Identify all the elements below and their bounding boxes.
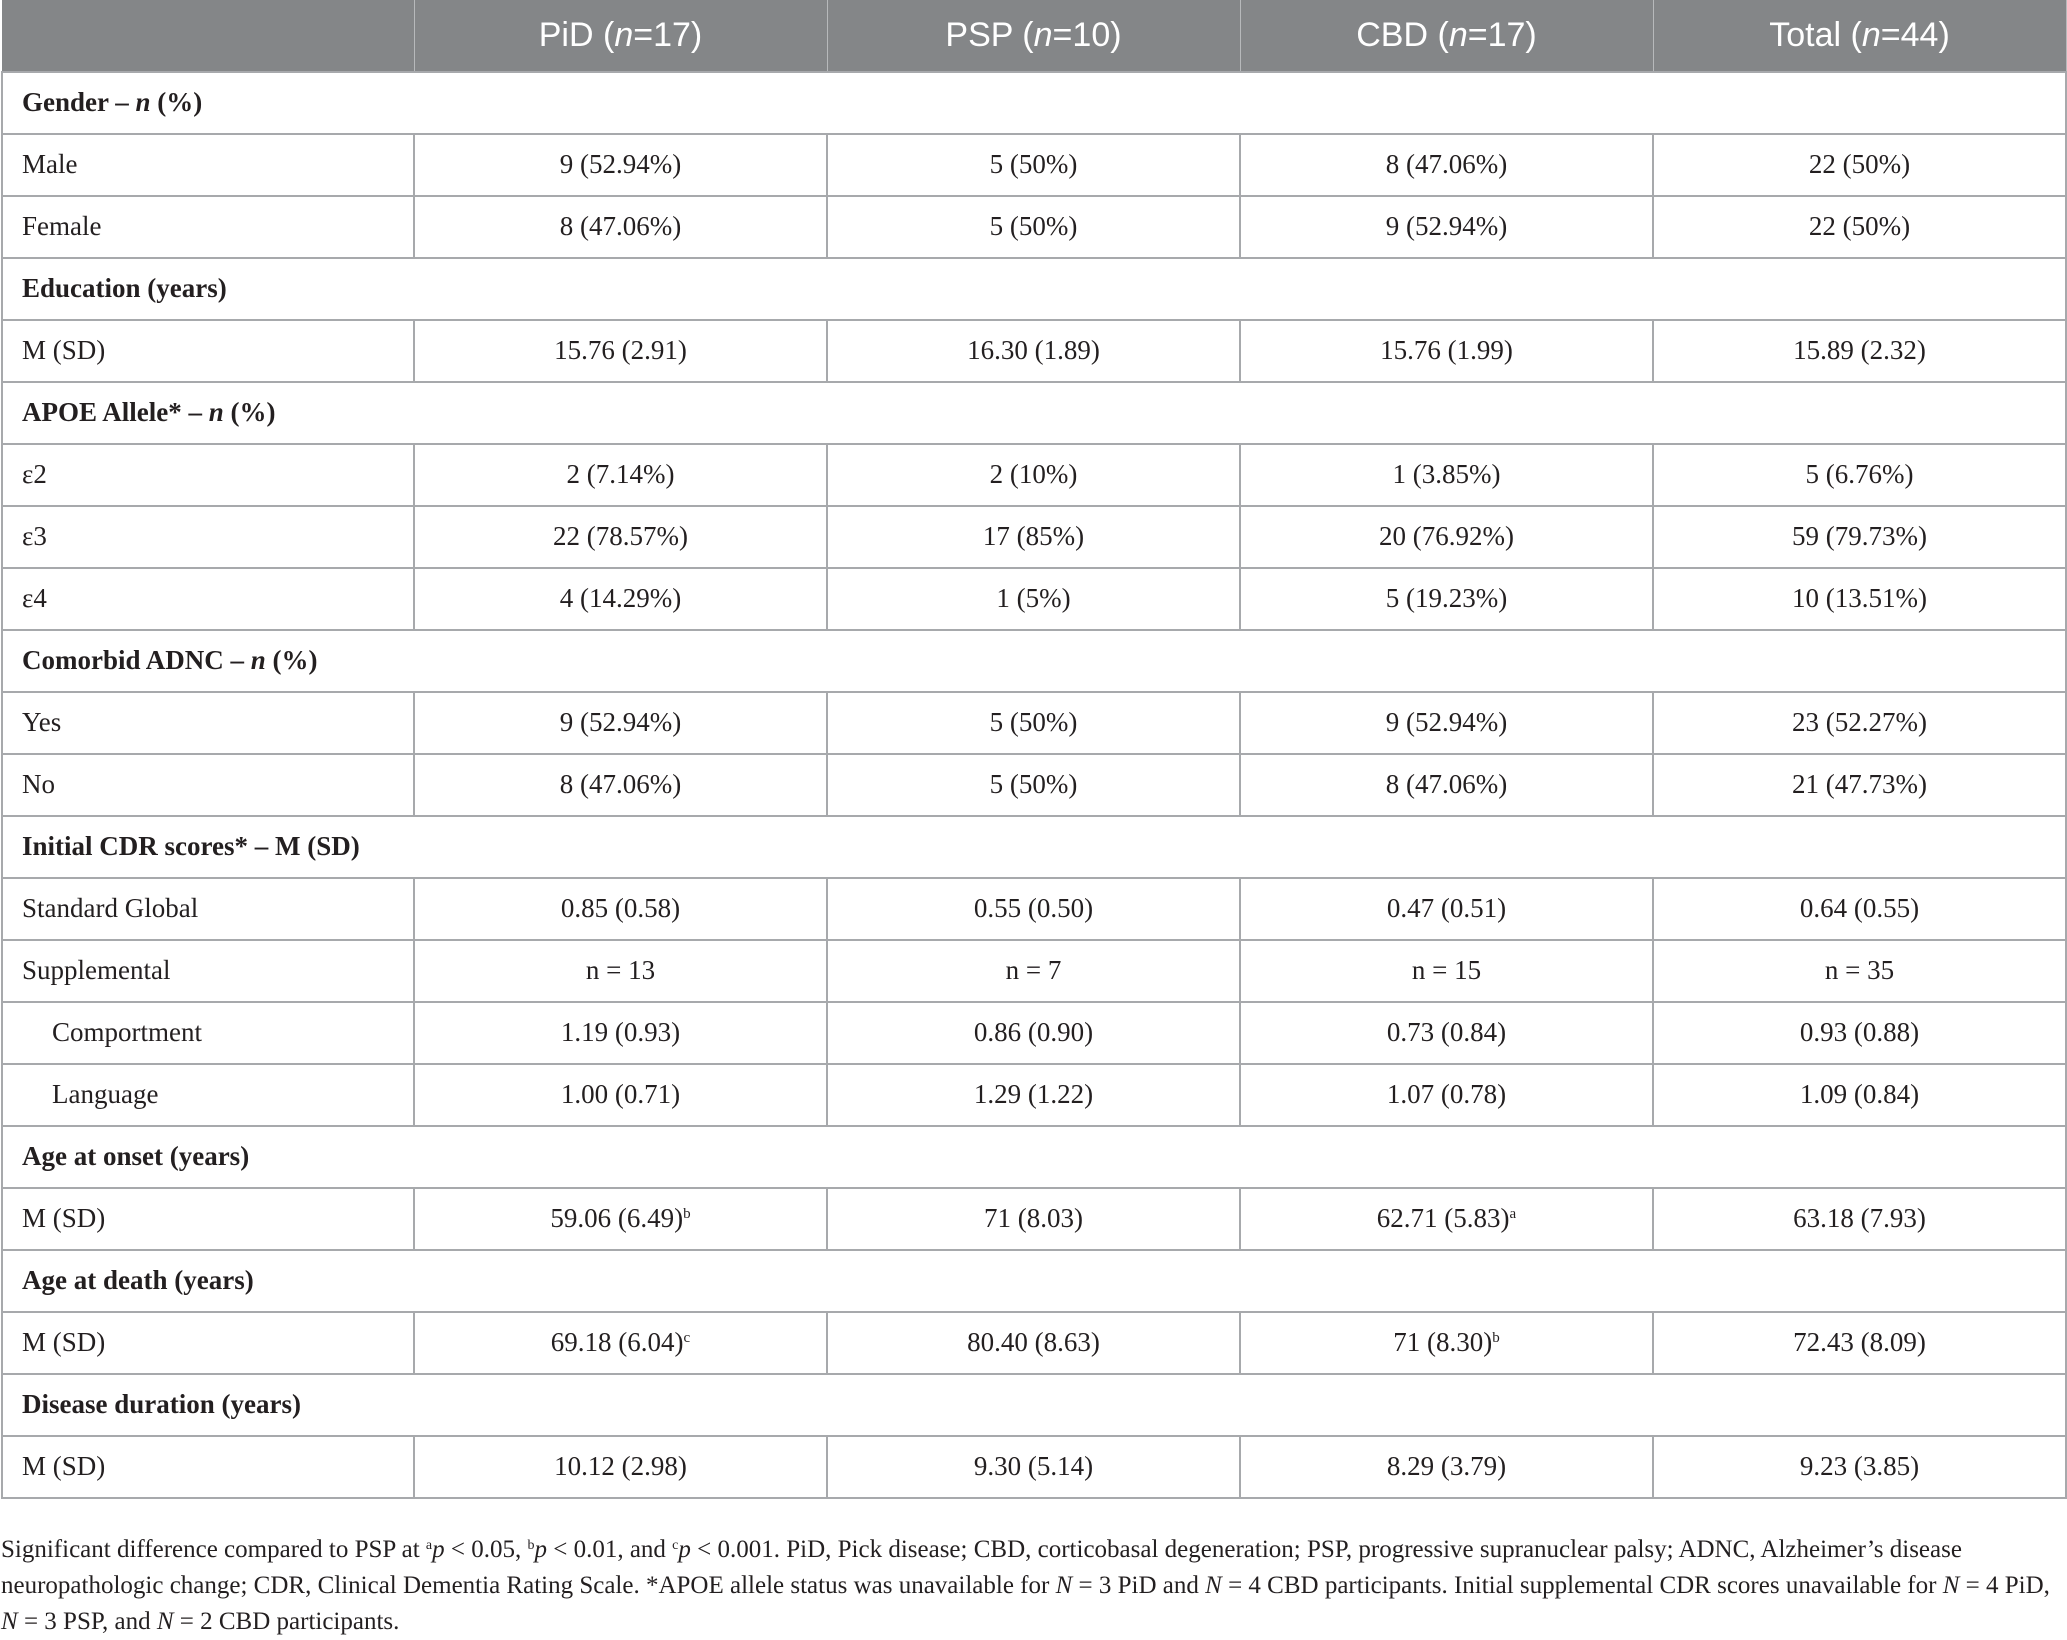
cell-value: 23 (52.27%) (1792, 707, 1927, 738)
table-cell (1653, 444, 2066, 506)
section-title (2, 630, 2066, 692)
cell-value: 80.40 (8.63) (967, 1327, 1100, 1358)
section-title (2, 1374, 2066, 1436)
table-cell (414, 1188, 827, 1250)
cell-value: 16.30 (1.89) (967, 335, 1100, 366)
section-title (2, 258, 2066, 320)
cell-value: 69.18 (6.04) (550, 1327, 684, 1358)
cell-value: 0.93 (0.88) (1799, 1017, 1920, 1048)
cell-value: 9.30 (5.14) (973, 1451, 1094, 1482)
table-cell (827, 940, 1240, 1002)
table-cell (1240, 506, 1653, 568)
table-cell (1653, 754, 2066, 816)
table-row (2, 1312, 2066, 1374)
cell-value: 10.12 (2.98) (554, 1451, 687, 1482)
table-cell (1240, 1312, 1653, 1374)
row-label: ε3 (2, 506, 414, 568)
section-title-text: Gender – (22, 87, 136, 118)
section-row (2, 1374, 2066, 1436)
section-row (2, 382, 2066, 444)
table-cell (1653, 1064, 2066, 1126)
table-cell (1653, 320, 2066, 382)
table-cell (414, 1312, 827, 1374)
cell-value: 22 (78.57%) (553, 521, 688, 552)
cell-superscript: b (1492, 1330, 1500, 1347)
table-row (2, 568, 2066, 630)
table-cell (414, 1064, 827, 1126)
cell-value: 22 (50%) (1808, 211, 1911, 242)
table-row (2, 754, 2066, 816)
cell-value: 5 (19.23%) (1385, 583, 1508, 614)
cell-value: 9 (52.94%) (559, 707, 682, 738)
table-cell (414, 878, 827, 940)
section-row (2, 1250, 2066, 1312)
cell-value: 17 (85%) (982, 521, 1085, 552)
cell-value: 1 (5%) (996, 583, 1071, 614)
table-cell (1653, 506, 2066, 568)
cell-superscript: b (683, 1206, 691, 1223)
section-title-italic: n (250, 645, 266, 676)
table-cell (827, 444, 1240, 506)
cell-value: 62.71 (5.83) (1376, 1203, 1510, 1234)
table-cell (1240, 754, 1653, 816)
cell-value: 59 (79.73%) (1792, 521, 1927, 552)
cell-superscript: c (683, 1330, 691, 1347)
table-cell (414, 506, 827, 568)
cell-value: 8 (47.06%) (1385, 149, 1508, 180)
cell-value: 9.23 (3.85) (1799, 1451, 1920, 1482)
cell-value: 9 (52.94%) (1385, 211, 1508, 242)
cell-value: 22 (50%) (1808, 149, 1911, 180)
table-cell (827, 1064, 1240, 1126)
table-cell (414, 692, 827, 754)
row-label: Supplemental (2, 940, 414, 1002)
table-cell (827, 1312, 1240, 1374)
section-row (2, 816, 2066, 878)
section-title-text: Comorbid ADNC – (22, 645, 251, 676)
table-row (2, 134, 2066, 196)
section-title (2, 72, 2066, 134)
table-cell (827, 196, 1240, 258)
section-title-text: Disease duration (years) (22, 1389, 301, 1420)
cell-value: 15.76 (2.91) (554, 335, 687, 366)
table-cell (414, 320, 827, 382)
table-cell (1653, 1436, 2066, 1498)
cell-value: 0.85 (0.58) (560, 893, 681, 924)
table-row (2, 940, 2066, 1002)
table-cell (414, 134, 827, 196)
cell-value: 5 (6.76%) (1805, 459, 1914, 490)
cell-value: 9 (52.94%) (559, 149, 682, 180)
cell-value: 0.64 (0.55) (1799, 893, 1920, 924)
cell-value: n = 13 (585, 955, 656, 986)
table-cell (827, 1002, 1240, 1064)
table-row (2, 1002, 2066, 1064)
cell-value: 5 (50%) (989, 149, 1078, 180)
cell-value: 5 (50%) (989, 707, 1078, 738)
cell-value: n = 35 (1824, 955, 1895, 986)
section-title (2, 382, 2066, 444)
table-cell (1240, 940, 1653, 1002)
cell-value: 1.00 (0.71) (560, 1079, 681, 1110)
cell-value: 15.76 (1.99) (1380, 335, 1513, 366)
table-cell (1653, 134, 2066, 196)
row-label: Male (2, 134, 414, 196)
table-cell (827, 1436, 1240, 1498)
table-cell (414, 1436, 827, 1498)
table-cell (1240, 1064, 1653, 1126)
row-label: M (SD) (2, 1188, 414, 1250)
cell-value: 21 (47.73%) (1792, 769, 1927, 800)
cell-value: 0.55 (0.50) (973, 893, 1094, 924)
table-cell (1240, 444, 1653, 506)
table-header-row (2, 0, 2066, 72)
cell-value: 0.47 (0.51) (1386, 893, 1507, 924)
section-title-text: Age at death (years) (22, 1265, 254, 1296)
table-cell (1240, 878, 1653, 940)
cell-value: 0.73 (0.84) (1386, 1017, 1507, 1048)
section-title-text: Education (years) (22, 273, 227, 304)
table-cell (1653, 196, 2066, 258)
table-cell (414, 1002, 827, 1064)
cell-value: 10 (13.51%) (1792, 583, 1927, 614)
table-cell (827, 506, 1240, 568)
table-cell (1240, 1436, 1653, 1498)
header-cbd: CBD (n=17) (1240, 0, 1653, 72)
cell-value: 9 (52.94%) (1385, 707, 1508, 738)
cell-value: 8.29 (3.79) (1386, 1451, 1507, 1482)
table-footnote: Significant difference compared to PSP at $^a$p < 0.05, $^b$p < 0.01, and $^c$p < 0.001. PiD, Pick disease; CBD, corticobasal degeneration; PSP, progressive supranuclear palsy; ADNC, Alzheimer’s disease neuropathologic change; CDR, Clinical Dementia Rating Scale. *APOE allele status was unavailable for N = 3 PiD and N = 4 CBD participants. Initial supplemental CDR scores unavailable for N = 4 PiD, N = 3 PSP, and N = 2 CBD participants. (1, 1536, 2050, 1635)
table-cell (414, 754, 827, 816)
cell-superscript: a (1509, 1206, 1517, 1223)
section-title-text: Initial CDR scores* – M (SD) (22, 831, 360, 862)
cell-value: 63.18 (7.93) (1793, 1203, 1926, 1234)
table-cell (1240, 1002, 1653, 1064)
section-title-suffix: (%) (223, 397, 276, 428)
row-label: Female (2, 196, 414, 258)
table-cell (827, 134, 1240, 196)
table-row (2, 692, 2066, 754)
section-title-italic: n (135, 87, 151, 118)
cell-value: 5 (50%) (989, 211, 1078, 242)
table-cell (827, 568, 1240, 630)
cell-value: 71 (8.30) (1393, 1327, 1493, 1358)
cell-value: 2 (10%) (989, 459, 1078, 490)
table-cell (1240, 320, 1653, 382)
row-label: ε2 (2, 444, 414, 506)
table-cell (827, 1188, 1240, 1250)
section-title-text: Age at onset (years) (22, 1141, 250, 1172)
table-row (2, 196, 2066, 258)
row-label: Standard Global (2, 878, 414, 940)
cell-value: 1.09 (0.84) (1799, 1079, 1920, 1110)
table-cell (414, 444, 827, 506)
cell-value: 71 (8.03) (984, 1203, 1083, 1234)
table-row (2, 506, 2066, 568)
cell-value: 1.07 (0.78) (1386, 1079, 1507, 1110)
header-pid: PiD (n=17) (414, 0, 827, 72)
table-row (2, 320, 2066, 382)
table-cell (1653, 692, 2066, 754)
row-label: Language (2, 1064, 414, 1126)
demographics-table (1, 0, 2067, 1499)
row-label: ε4 (2, 568, 414, 630)
section-title-suffix: (%) (150, 87, 203, 118)
cell-value: 1.29 (1.22) (973, 1079, 1094, 1110)
cell-value: 8 (47.06%) (1385, 769, 1508, 800)
row-label: Yes (2, 692, 414, 754)
cell-value: 72.43 (8.09) (1793, 1327, 1926, 1358)
cell-value: 8 (47.06%) (559, 769, 682, 800)
table-body (2, 72, 2066, 1498)
table-cell (1653, 1312, 2066, 1374)
table-row (2, 1064, 2066, 1126)
cell-value: 5 (50%) (989, 769, 1078, 800)
table-cell (1240, 134, 1653, 196)
cell-value: 2 (7.14%) (566, 459, 675, 490)
section-row (2, 72, 2066, 134)
table-cell (827, 692, 1240, 754)
section-row (2, 258, 2066, 320)
table-cell (414, 568, 827, 630)
table-cell (827, 320, 1240, 382)
cell-value: 20 (76.92%) (1379, 521, 1514, 552)
cell-value: n = 15 (1411, 955, 1482, 986)
section-title-italic: n (208, 397, 224, 428)
cell-value: 1 (3.85%) (1392, 459, 1501, 490)
cell-value: 1.19 (0.93) (560, 1017, 681, 1048)
cell-value: 8 (47.06%) (559, 211, 682, 242)
table-cell (1240, 568, 1653, 630)
row-label: Comportment (2, 1002, 414, 1064)
table-cell (1653, 1188, 2066, 1250)
table-cell (1240, 692, 1653, 754)
table-cell (827, 754, 1240, 816)
section-row (2, 630, 2066, 692)
table-cell (1240, 1188, 1653, 1250)
row-label: M (SD) (2, 1312, 414, 1374)
table-row (2, 878, 2066, 940)
table-cell (1240, 196, 1653, 258)
section-title-text: APOE Allele* – (22, 397, 209, 428)
cell-value: 59.06 (6.49) (550, 1203, 684, 1234)
table-row (2, 1436, 2066, 1498)
section-title (2, 1250, 2066, 1312)
cell-value: n = 7 (1005, 955, 1062, 986)
table-cell (827, 878, 1240, 940)
table-cell (414, 196, 827, 258)
row-label: M (SD) (2, 1436, 414, 1498)
table-cell (1653, 1002, 2066, 1064)
header-blank (2, 0, 414, 72)
section-title-suffix: (%) (265, 645, 318, 676)
section-row (2, 1126, 2066, 1188)
cell-value: 0.86 (0.90) (973, 1017, 1094, 1048)
table-row (2, 444, 2066, 506)
table-cell (1653, 568, 2066, 630)
table-cell (1653, 940, 2066, 1002)
section-title (2, 1126, 2066, 1188)
table-cell (414, 940, 827, 1002)
table-cell (1653, 878, 2066, 940)
row-label: M (SD) (2, 320, 414, 382)
cell-value: 15.89 (2.32) (1793, 335, 1926, 366)
row-label: No (2, 754, 414, 816)
section-title (2, 816, 2066, 878)
table-row (2, 1188, 2066, 1250)
header-psp: PSP (n=10) (827, 0, 1240, 72)
header-total: Total (n=44) (1653, 0, 2066, 72)
cell-value: 4 (14.29%) (559, 583, 682, 614)
